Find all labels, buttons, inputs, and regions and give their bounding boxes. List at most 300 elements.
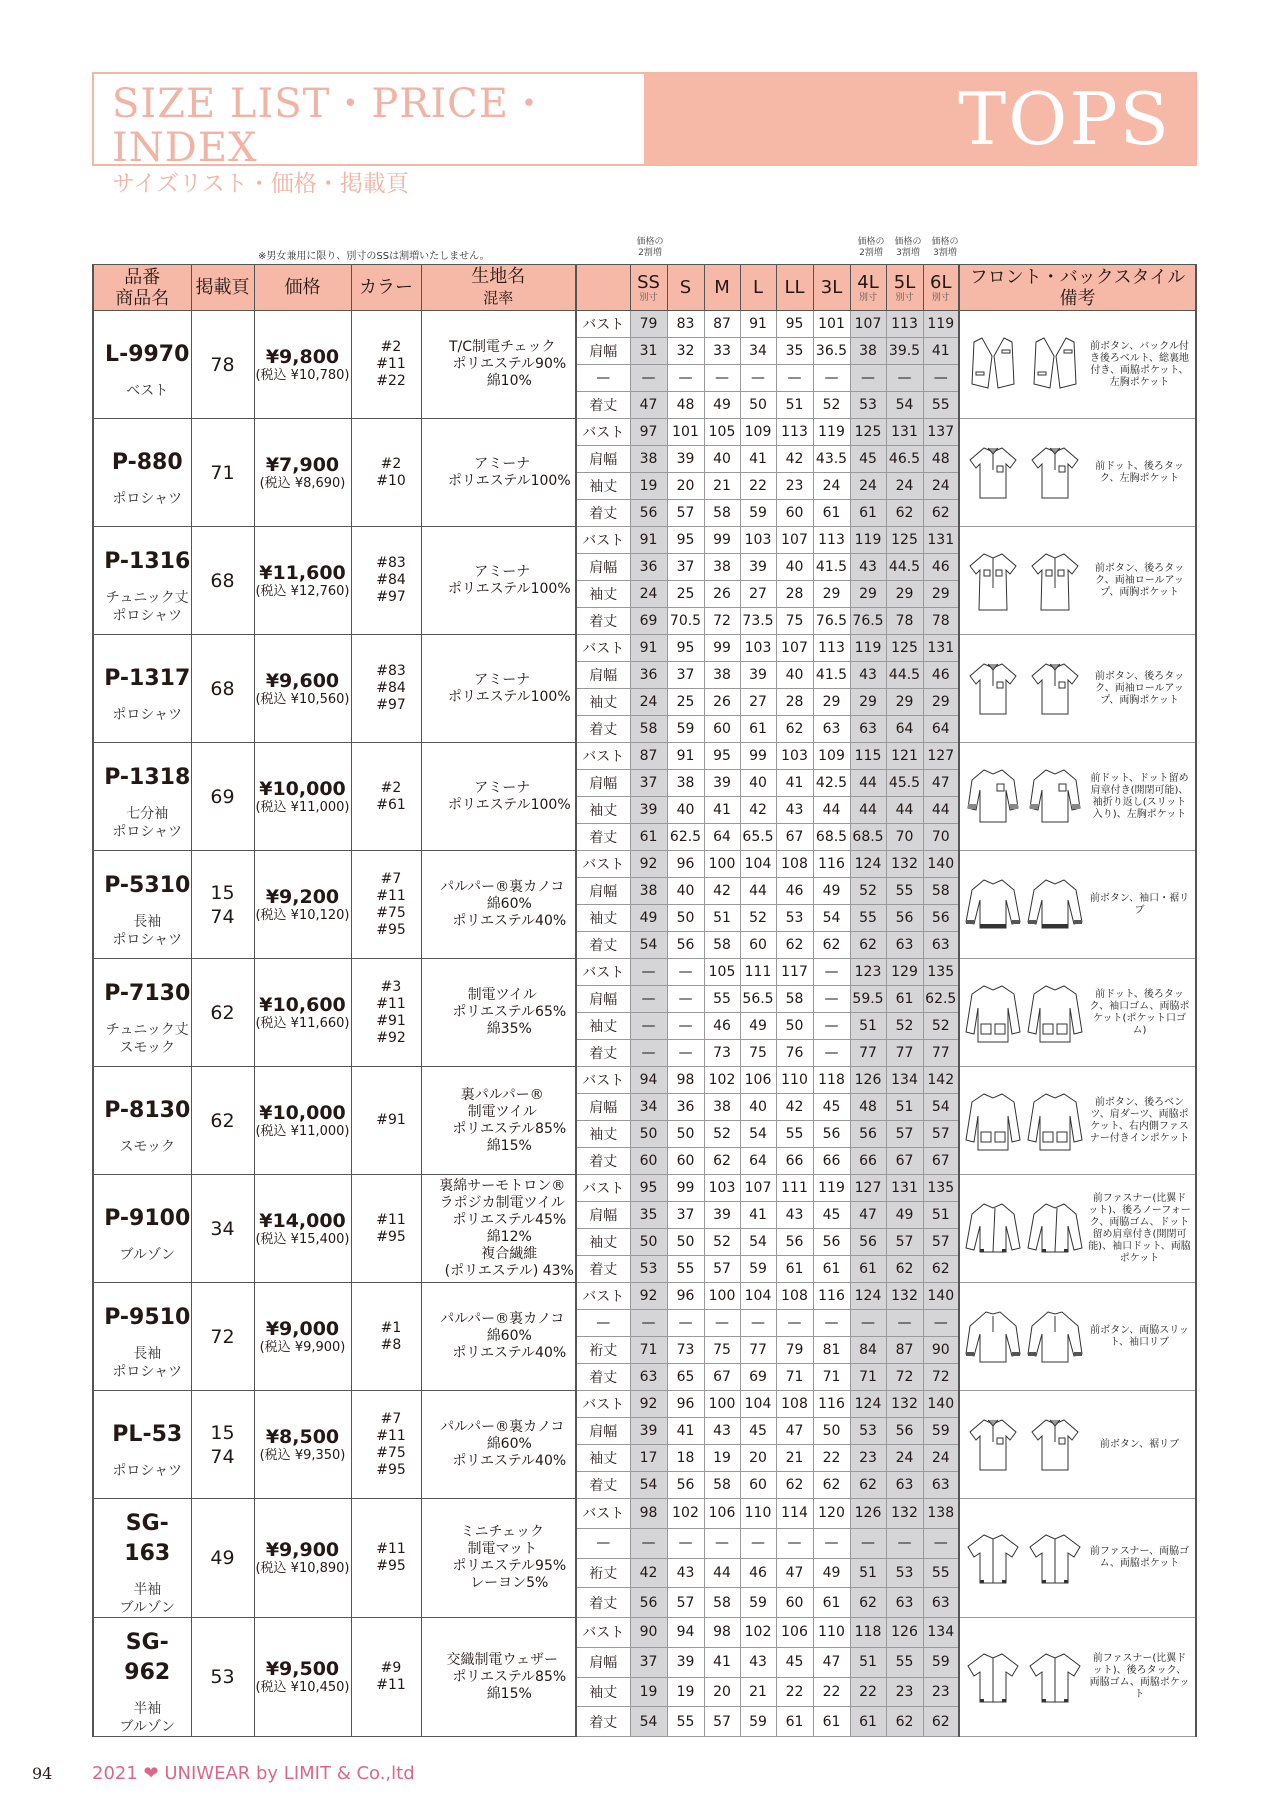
size-value: 43	[667, 1558, 704, 1588]
price-tax-included: (税込 ¥10,450)	[255, 1680, 350, 1695]
size-value: 113	[813, 527, 850, 554]
size-value: 109	[813, 743, 850, 770]
price-tax-included: (税込 ¥11,000)	[255, 799, 350, 815]
size-value: 58	[704, 500, 740, 527]
raglan-polo-icon	[964, 1304, 1022, 1370]
size-value: 64	[923, 716, 959, 743]
size-value: —	[813, 959, 850, 986]
size-value: 28	[776, 581, 813, 608]
table-row	[93, 1067, 1196, 1094]
size-value: —	[630, 986, 667, 1013]
size-value: 39	[740, 662, 776, 689]
style-cell	[959, 1067, 1196, 1175]
size-value: 48	[667, 392, 704, 419]
size-value: 56	[850, 1229, 886, 1256]
size-value: 117	[776, 959, 813, 986]
size-value: 36	[667, 1094, 704, 1121]
color-code: #9	[380, 1660, 402, 1676]
size-value: 73.5	[740, 608, 776, 635]
size-value: 107	[776, 635, 813, 662]
size-value: 59	[923, 1647, 959, 1677]
size-value: 72	[704, 608, 740, 635]
size-value: 75	[704, 1337, 740, 1364]
price: ¥9,900	[265, 1539, 340, 1561]
price: ¥9,600	[265, 669, 340, 692]
color-code: #22	[376, 373, 406, 389]
size-value: 56	[630, 500, 667, 527]
size-value: 42	[740, 797, 776, 824]
size-value: 84	[850, 1337, 886, 1364]
size-value: 41	[704, 797, 740, 824]
size-value: 62	[704, 1148, 740, 1175]
product-name: 半袖 ブルゾン	[119, 1701, 175, 1735]
size-value: —	[667, 1310, 704, 1337]
price: ¥9,500	[265, 1658, 340, 1680]
measure-label: 袖丈	[576, 689, 630, 716]
measure-label: バスト	[576, 1175, 630, 1202]
size-value: 54	[630, 1707, 667, 1737]
size-value: 131	[886, 1175, 923, 1202]
product-code-cell	[93, 1391, 191, 1499]
fabric-cell	[421, 527, 576, 635]
size-value: 140	[923, 1391, 959, 1418]
size-value: 19	[667, 1677, 704, 1707]
size-value: 54	[886, 392, 923, 419]
size-value: 62	[776, 932, 813, 959]
price: ¥11,600	[259, 561, 346, 584]
size-value: 53	[776, 905, 813, 932]
size-value: 50	[667, 1229, 704, 1256]
size-value: 43	[704, 1418, 740, 1445]
size-value: 127	[850, 1175, 886, 1202]
short-sleeve-blouson-back-icon	[1026, 1644, 1084, 1710]
size-value: 131	[923, 635, 959, 662]
color-codes	[351, 311, 421, 419]
color-code: #95	[376, 1228, 406, 1245]
size-value: 126	[850, 1499, 886, 1529]
product-code: P-1317	[104, 665, 191, 691]
measure-label: 肩幅	[576, 554, 630, 581]
measure-label: 肩幅	[576, 662, 630, 689]
size-value: 101	[813, 311, 850, 338]
remarks: 前ドット、後ろタック、袖口ゴム、両脇ポケット(ポケット口ゴム)	[1089, 988, 1190, 1036]
size-value: —	[704, 1310, 740, 1337]
size-value: 40	[776, 554, 813, 581]
size-value: 57	[923, 1121, 959, 1148]
size-value: 46	[740, 1558, 776, 1588]
size-value: 38	[704, 1094, 740, 1121]
size-value: 87	[630, 743, 667, 770]
color-codes	[351, 1391, 421, 1499]
size-value: 42	[776, 446, 813, 473]
size-value: 43	[776, 1202, 813, 1229]
size-value: 31	[630, 338, 667, 365]
size-value: 99	[704, 527, 740, 554]
measure-label: 着丈	[576, 608, 630, 635]
col-header-size-4l: 4L 別寸	[850, 265, 886, 311]
size-value: 61	[850, 1256, 886, 1283]
price-cell	[254, 527, 351, 635]
size-value: 123	[850, 959, 886, 986]
size-value: 70	[923, 824, 959, 851]
size-value: 61	[776, 1707, 813, 1737]
size-value: 33	[704, 338, 740, 365]
catalog-page: 15 74	[191, 1391, 254, 1499]
size-value: 52	[813, 392, 850, 419]
size-value: 38	[850, 338, 886, 365]
size-value: 90	[923, 1337, 959, 1364]
size-value: 41	[667, 1418, 704, 1445]
size-value: —	[813, 986, 850, 1013]
catalog-page: 71	[191, 419, 254, 527]
surcharge-4l: 価格の 2割増	[857, 237, 885, 258]
size-value: 19	[630, 1677, 667, 1707]
col-header-size-ss: SS 別寸	[630, 265, 667, 311]
size-value: 38	[704, 662, 740, 689]
measure-label: バスト	[576, 527, 630, 554]
remarks: 前ボタン、袖口・裾リブ	[1089, 892, 1190, 916]
size-value: 110	[776, 1067, 813, 1094]
polo-shirt-back-icon	[1026, 656, 1084, 722]
size-value: —	[667, 1528, 704, 1558]
size-value: 45	[740, 1418, 776, 1445]
size-value: 92	[630, 1391, 667, 1418]
color-codes	[351, 527, 421, 635]
size-value: 44.5	[886, 662, 923, 689]
product-code-cell	[93, 1067, 191, 1175]
size-value: 62	[923, 1256, 959, 1283]
size-value: 47	[850, 1202, 886, 1229]
price: ¥10,600	[259, 993, 346, 1016]
col-header-price: 価格	[254, 265, 351, 311]
size-value: 54	[630, 932, 667, 959]
product-code: PL-53	[112, 1421, 183, 1447]
fabric-mix: 綿60%	[486, 1436, 532, 1452]
size-value: 55	[704, 986, 740, 1013]
size-value: 50	[776, 1013, 813, 1040]
size-value: 108	[776, 851, 813, 878]
product-name: 半袖 ブルゾン	[119, 1582, 175, 1616]
size-value: 23	[850, 1445, 886, 1472]
fabric-mix: 綿15%	[486, 1137, 532, 1154]
size-value: 57	[886, 1229, 923, 1256]
size-value: 62	[923, 1707, 959, 1737]
smock-icon	[964, 1088, 1022, 1154]
size-value: 21	[776, 1445, 813, 1472]
table-row	[93, 527, 1196, 554]
size-value: 55	[886, 878, 923, 905]
ss-note: ※男女兼用に限り、別寸のSSは割増いたしません。	[258, 251, 490, 262]
price-tax-included: (税込 ¥10,560)	[255, 691, 350, 707]
size-value: 131	[886, 419, 923, 446]
size-value: 55	[923, 392, 959, 419]
brand-footer: 2021 ❤ UNIWEAR by LIMIT & Co.,ltd	[92, 1763, 415, 1784]
table-row	[93, 1283, 1196, 1310]
product-name: ポロシャツ	[112, 1462, 183, 1479]
size-value: 119	[813, 419, 850, 446]
product-code: P-9100	[104, 1205, 191, 1231]
size-value: 55	[776, 1121, 813, 1148]
size-value: 24	[850, 473, 886, 500]
category-banner	[644, 74, 1195, 164]
fabric-mix: ポリエステル100%	[447, 688, 571, 705]
size-value: 56	[886, 905, 923, 932]
fabric-name: 制電ツイル	[467, 987, 537, 1003]
col-header-size-3l: 3L	[813, 265, 850, 311]
size-value: 71	[850, 1364, 886, 1391]
size-value: 37	[667, 1202, 704, 1229]
size-value: 54	[813, 905, 850, 932]
size-value: 53	[850, 1418, 886, 1445]
page-header	[92, 72, 1197, 197]
size-value: 95	[667, 635, 704, 662]
style-cell	[959, 959, 1196, 1067]
color-code: #11	[376, 1427, 406, 1444]
table-row	[93, 959, 1196, 986]
size-value: —	[886, 1528, 923, 1558]
table-body	[93, 311, 1196, 1737]
size-value: 44.5	[886, 554, 923, 581]
product-name: チュニック丈 ポロシャツ	[105, 589, 189, 624]
size-value: 46	[923, 662, 959, 689]
size-value: 99	[740, 743, 776, 770]
measure-label: 袖丈	[576, 473, 630, 500]
fabric-cell	[421, 1175, 576, 1283]
size-value: 24	[630, 689, 667, 716]
size-value: 77	[850, 1040, 886, 1067]
size-value: 24	[923, 1445, 959, 1472]
measure-label: 着丈	[576, 500, 630, 527]
color-codes	[351, 1283, 421, 1391]
size-value: —	[704, 1528, 740, 1558]
measure-label: 袖丈	[576, 1013, 630, 1040]
polo-shirt-icon	[964, 656, 1022, 722]
size-value: 59	[740, 500, 776, 527]
size-value: 116	[813, 1391, 850, 1418]
style-cell	[959, 1175, 1196, 1283]
size-value: 54	[740, 1121, 776, 1148]
size-value: 62	[850, 932, 886, 959]
size-value: 114	[776, 1499, 813, 1529]
size-value: 115	[850, 743, 886, 770]
size-value: 37	[630, 1647, 667, 1677]
table-row	[93, 851, 1196, 878]
size-value: 105	[704, 419, 740, 446]
size-value: 103	[776, 743, 813, 770]
size-value: 132	[886, 1391, 923, 1418]
measure-label: 着丈	[576, 824, 630, 851]
size-value: 44	[740, 878, 776, 905]
size-value: 24	[813, 473, 850, 500]
size-value: 51	[776, 392, 813, 419]
measure-label: 袖丈	[576, 1677, 630, 1707]
size-value: 58	[704, 1472, 740, 1499]
size-value: —	[813, 1040, 850, 1067]
price-cell	[254, 1618, 351, 1737]
size-value: 39	[630, 1418, 667, 1445]
size-value: 55	[667, 1707, 704, 1737]
style-cell	[959, 743, 1196, 851]
size-value: 61	[740, 716, 776, 743]
price-cell	[254, 1391, 351, 1499]
size-value: 22	[850, 1677, 886, 1707]
size-value: 38	[630, 446, 667, 473]
price-cell	[254, 743, 351, 851]
size-value: 41	[923, 338, 959, 365]
measure-label: 着丈	[576, 392, 630, 419]
size-value: 29	[886, 689, 923, 716]
price: ¥7,900	[265, 453, 340, 476]
measure-label: 袖丈	[576, 1229, 630, 1256]
size-value: 96	[667, 1283, 704, 1310]
size-value: 121	[886, 743, 923, 770]
size-value: 59	[740, 1256, 776, 1283]
size-value: 71	[813, 1364, 850, 1391]
size-value: —	[740, 1310, 776, 1337]
size-value: 110	[813, 1618, 850, 1648]
size-value: 66	[850, 1148, 886, 1175]
size-value: 83	[667, 311, 704, 338]
measure-label: 肩幅	[576, 770, 630, 797]
measure-label: バスト	[576, 743, 630, 770]
size-value: 22	[813, 1677, 850, 1707]
color-codes	[351, 1499, 421, 1618]
size-value: 53	[630, 1256, 667, 1283]
color-codes	[351, 851, 421, 959]
size-value: 22	[813, 1445, 850, 1472]
blouson-icon	[964, 1196, 1022, 1262]
size-value: —	[923, 1310, 959, 1337]
size-value: 76.5	[813, 608, 850, 635]
size-value: 62	[813, 932, 850, 959]
color-code: #91	[376, 1112, 406, 1128]
size-value: —	[776, 365, 813, 392]
size-value: 62	[850, 1472, 886, 1499]
size-value: 68.5	[850, 824, 886, 851]
color-codes	[351, 635, 421, 743]
product-code-cell	[93, 959, 191, 1067]
size-value: 56.5	[740, 986, 776, 1013]
size-value: 40	[667, 797, 704, 824]
measure-label: バスト	[576, 419, 630, 446]
size-value: 119	[923, 311, 959, 338]
blouson-back-icon	[1026, 1196, 1084, 1262]
size-value: 39	[704, 1202, 740, 1229]
style-cell	[959, 1499, 1196, 1618]
measure-label: 袖丈	[576, 797, 630, 824]
size-value: 52	[923, 1013, 959, 1040]
fabric-name: 裏綿サーモトロン®	[439, 1177, 566, 1194]
size-value: 101	[667, 419, 704, 446]
size-value: 36	[630, 662, 667, 689]
fabric-cell	[421, 743, 576, 851]
table-row	[93, 419, 1196, 446]
size-value: 44	[813, 797, 850, 824]
size-value: 58	[704, 932, 740, 959]
size-value: 67	[886, 1148, 923, 1175]
size-value: 94	[630, 1067, 667, 1094]
style-cell	[959, 635, 1196, 743]
size-value: —	[813, 1013, 850, 1040]
size-value: —	[630, 1040, 667, 1067]
size-value: 91	[667, 743, 704, 770]
size-value: 24	[630, 581, 667, 608]
size-value: 63	[886, 932, 923, 959]
short-sleeve-blouson-icon	[964, 1525, 1022, 1591]
size-value: 40	[776, 662, 813, 689]
measure-label: バスト	[576, 635, 630, 662]
size-value: 72	[923, 1364, 959, 1391]
page-subtitle: サイズリスト・価格・掲載頁	[112, 171, 409, 197]
size-value: 78	[923, 608, 959, 635]
size-value: 29	[923, 581, 959, 608]
size-value: 41.5	[813, 554, 850, 581]
size-value: 67	[704, 1364, 740, 1391]
size-price-table	[92, 264, 1197, 1737]
price-tax-included: (税込 ¥10,120)	[255, 907, 350, 923]
surcharge-5l: 価格の 3割増	[894, 237, 922, 258]
size-value: 72	[886, 1364, 923, 1391]
product-name: 七分袖 ポロシャツ	[112, 805, 183, 840]
fabric-mix: ポリエステル40%	[452, 1345, 567, 1361]
size-value: 137	[923, 419, 959, 446]
size-value: 70	[886, 824, 923, 851]
size-value: 42.5	[813, 770, 850, 797]
size-value: 120	[813, 1499, 850, 1529]
size-value: 61	[850, 500, 886, 527]
product-name: スモック	[119, 1138, 176, 1155]
size-value: —	[850, 365, 886, 392]
price: ¥8,500	[265, 1425, 340, 1448]
product-name: ポロシャツ	[112, 490, 183, 507]
size-value: 29	[886, 581, 923, 608]
size-value: 95	[776, 311, 813, 338]
size-value: 62	[776, 1472, 813, 1499]
size-value: 60	[776, 500, 813, 527]
catalog-page: 49	[191, 1499, 254, 1618]
color-code: #91	[376, 1012, 406, 1029]
size-value: 104	[740, 1283, 776, 1310]
size-value: 102	[667, 1499, 704, 1529]
style-cell	[959, 1283, 1196, 1391]
size-value: 63	[850, 716, 886, 743]
measure-label: 肩幅	[576, 986, 630, 1013]
price: ¥10,000	[259, 777, 346, 800]
size-value: 87	[886, 1337, 923, 1364]
size-value: 20	[704, 1677, 740, 1707]
color-code: #83	[376, 663, 406, 679]
fabric-mix: 複合繊維	[481, 1245, 538, 1262]
size-value: 57	[886, 1121, 923, 1148]
col-header-size-5l: 5L 別寸	[886, 265, 923, 311]
table-row	[93, 1391, 1196, 1418]
size-value: 52	[740, 905, 776, 932]
price-cell	[254, 1499, 351, 1618]
color-code: #75	[376, 1444, 406, 1461]
size-value: 45	[776, 1647, 813, 1677]
size-value: 56	[667, 932, 704, 959]
measure-label: バスト	[576, 1067, 630, 1094]
size-value: 46	[776, 878, 813, 905]
size-value: 62	[886, 1256, 923, 1283]
size-value: —	[630, 959, 667, 986]
size-value: 58	[923, 878, 959, 905]
color-codes	[351, 743, 421, 851]
size-value: 73	[704, 1040, 740, 1067]
size-value: 20	[667, 473, 704, 500]
size-value: 45	[813, 1202, 850, 1229]
size-value: 61	[776, 1256, 813, 1283]
